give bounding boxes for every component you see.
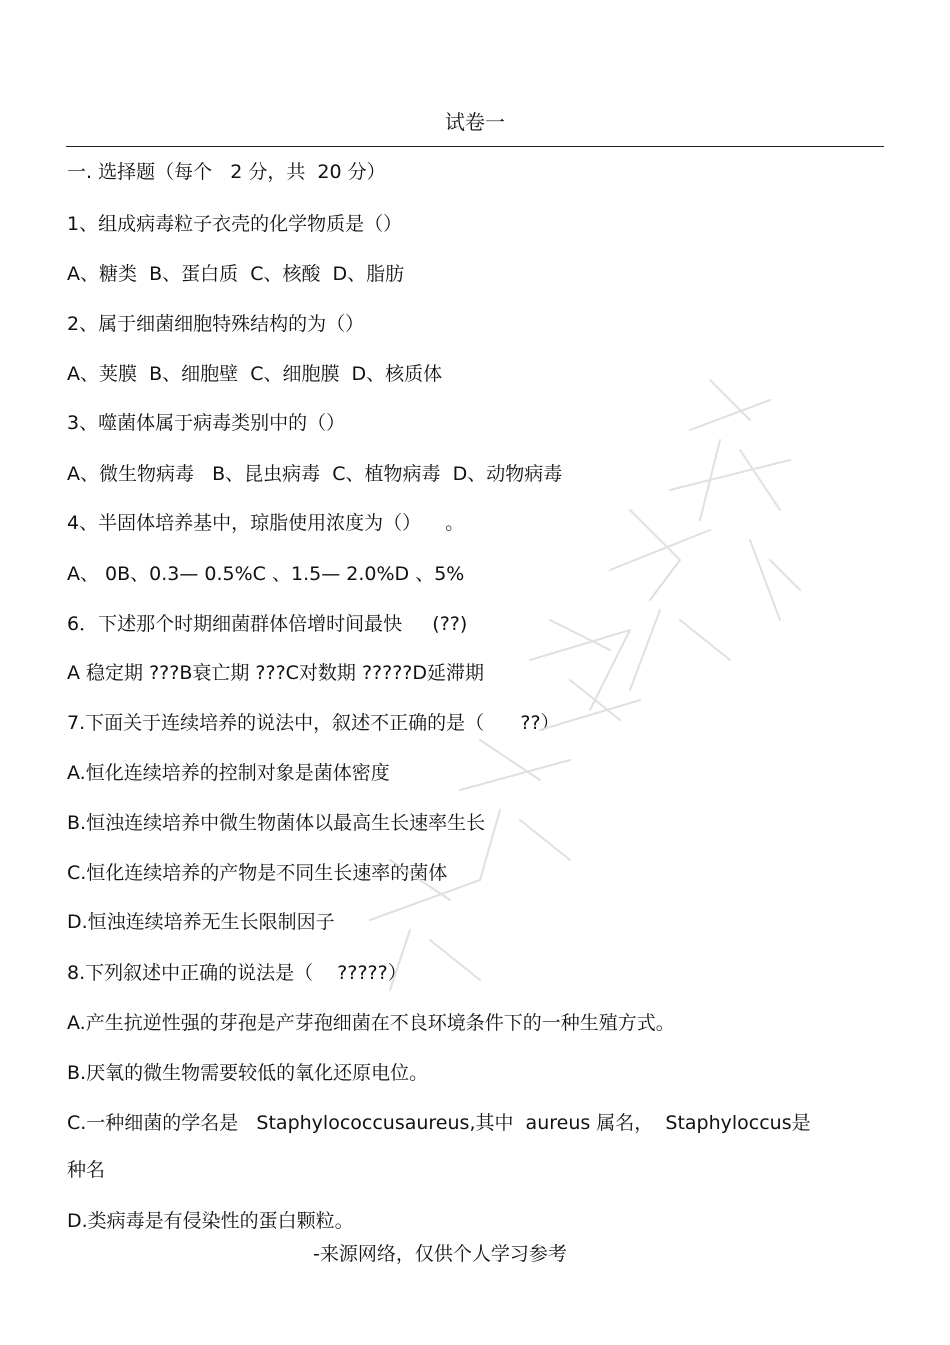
question-8-option-c: C.一种细菌的学名是 Staphylococcusaureus,其中 aureus 属名， Staphyloccus是 [67,1112,811,1134]
question-1: 1、组成病毒粒子衣壳的化学物质是（） [67,213,403,235]
question-8-option-c-continued: 种名 [67,1159,106,1181]
question-4-options: A、 0B、0.3— 0.5%C 、1.5— 2.0%D 、5% [67,563,465,585]
question-4: 4、半固体培养基中，琼脂使用浓度为（） 。 [67,512,465,534]
question-7-option-c: C.恒化连续培养的产物是不同生长速率的菌体 [67,862,448,884]
question-2: 2、属于细菌细胞特殊结构的为（） [67,313,365,335]
section-heading: 一. 选择题（每个 2 分，共 20 分） [67,161,386,183]
question-3-options: A、微生物病毒 B、昆虫病毒 C、植物病毒 D、动物病毒 [67,463,563,485]
question-7-option-b: B.恒浊连续培养中微生物菌体以最高生长速率生长 [67,812,486,834]
question-6: 6．下述那个时期细菌群体倍增时间最快 (??) [67,613,468,635]
question-2-options: A、荚膜 B、细胞壁 C、细胞膜 D、核质体 [67,363,443,385]
question-7-option-a: A.恒化连续培养的控制对象是菌体密度 [67,762,390,784]
title-divider [66,146,884,147]
question-3: 3、噬菌体属于病毒类别中的（） [67,412,346,434]
question-7: 7.下面关于连续培养的说法中，叙述不正确的是（ ??） [67,712,560,734]
question-8-option-d: D.类病毒是有侵染性的蛋白颗粒。 [67,1210,354,1232]
footer-note: -来源网络，仅供个人学习参考 [313,1243,567,1265]
page-title: 试卷一 [445,110,505,134]
question-7-option-d: D.恒浊连续培养无生长限制因子 [67,911,335,933]
question-8: 8.下列叙述中正确的说法是（ ?????） [67,962,407,984]
question-8-option-a: A.产生抗逆性强的芽孢是产芽孢细菌在不良环境条件下的一种生殖方式。 [67,1012,675,1034]
question-1-options: A、糖类 B、蛋白质 C、核酸 D、脂肪 [67,263,405,285]
question-8-option-b: B.厌氧的微生物需要较低的氧化还原电位。 [67,1062,429,1084]
question-6-options: A 稳定期 ???B衰亡期 ???C对数期 ?????D延滞期 [67,662,485,684]
